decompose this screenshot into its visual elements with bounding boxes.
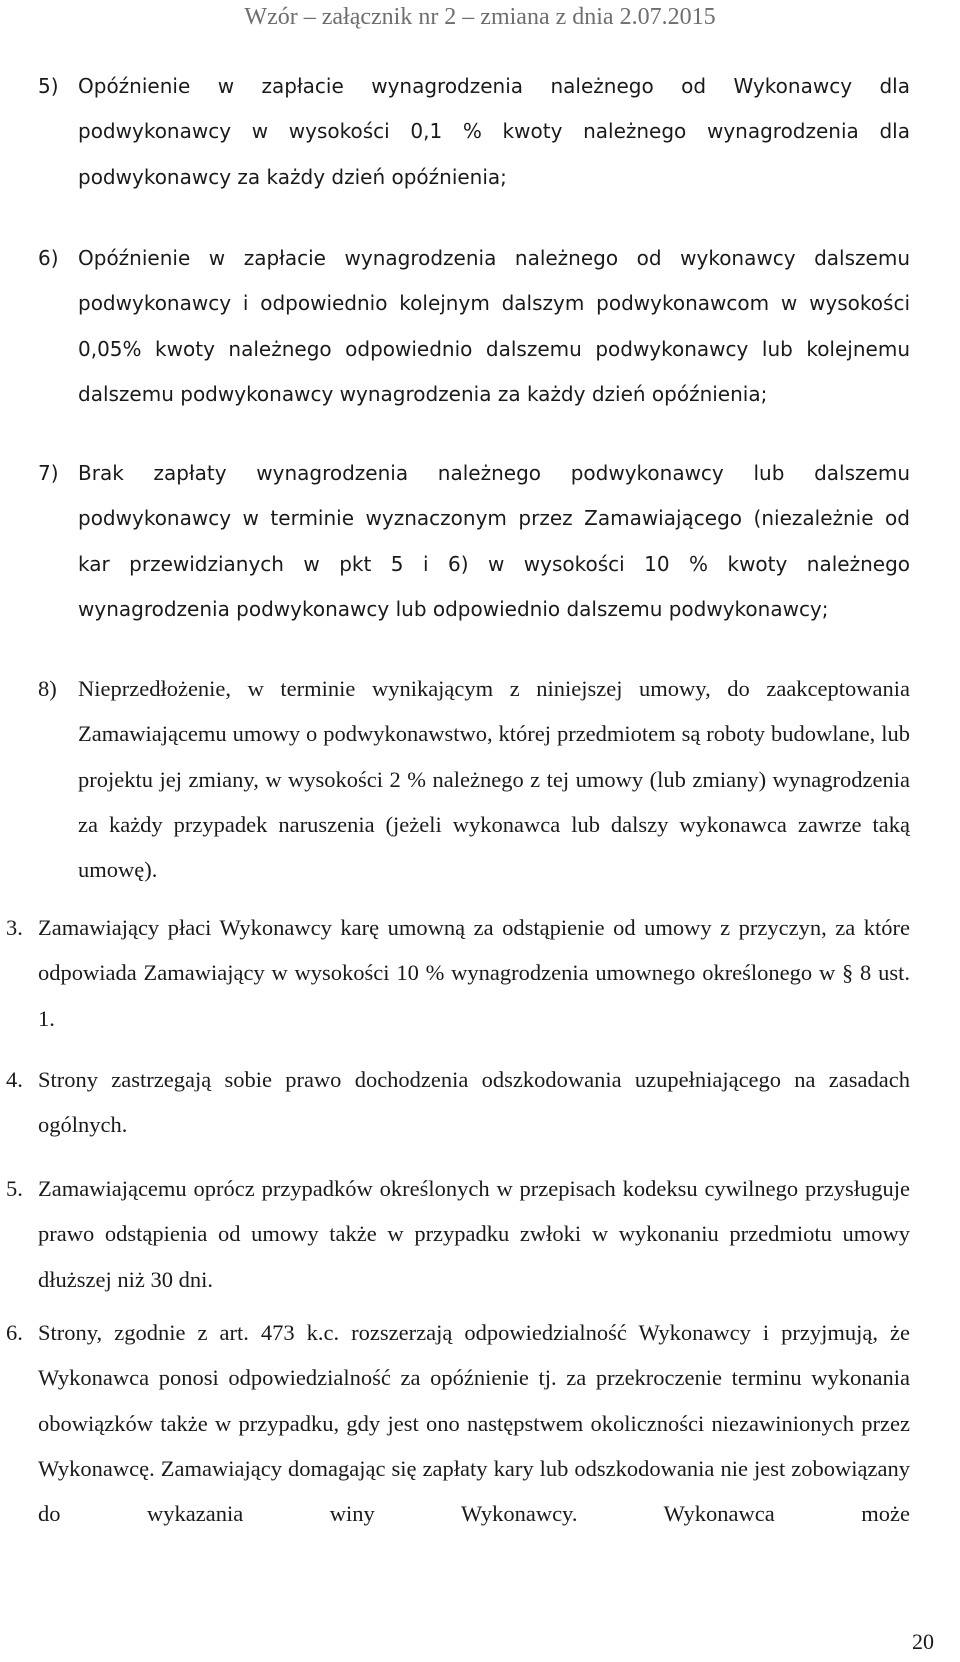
- document-header: Wzór – załącznik nr 2 – zmiana z dnia 2.07.2015: [244, 4, 716, 30]
- page-number: 20: [912, 1629, 934, 1654]
- list-item-text: Opóźnienie w zapłacie wynagrodzenia należnego od Wykonawcy dla podwykonawcy w wysokości 0,1 % kwoty należnego wynagrodzenia dla podwykonawcy za każdy dzień opóźnienia;: [78, 74, 910, 189]
- point-number: 3.: [6, 915, 23, 940]
- point-text: Strony, zgodnie z art. 473 k.c. rozszerzają odpowiedzialność Wykonawcy i przyjmują, że Wykonawca ponosi odpowiedzialność za opóźnienie tj. za przekroczenie terminu wykonania obowiązków także w przypadku, gdy jest ono następstwem okoliczności niezawinionych przez Wykonawcę. Zamawiający domagając się zapłaty kary lub odszkodowania nie jest zobowiązany do wykazania winy Wykonawcy. Wykonawca może: [38, 1320, 910, 1527]
- item-number: 8): [38, 676, 57, 701]
- point-text: Zamawiającemu oprócz przypadków określonych w przepisach kodeksu cywilnego przysługuje prawo odstąpienia od umowy także w przypadku zwłoki w wykonaniu przedmiotu umowy dłuższej niż 30 dni.: [38, 1176, 910, 1292]
- point-text: Zamawiający płaci Wykonawcy karę umowną za odstąpienie od umowy z przyczyn, za które odpowiada Zamawiający w wysokości 10 % wynagrodzenia umownego określonego w § 8 ust. 1.: [38, 915, 910, 1031]
- point-number: 4.: [6, 1067, 23, 1092]
- point-text: Strony zastrzegają sobie prawo dochodzenia odszkodowania uzupełniającego na zasadach ogólnych.: [38, 1067, 910, 1138]
- item-number: 6): [38, 246, 59, 270]
- item-number: 7): [38, 461, 59, 485]
- point-number: 6.: [6, 1320, 23, 1345]
- item-number: 5): [38, 74, 59, 98]
- list-item-text: Brak zapłaty wynagrodzenia należnego podwykonawcy lub dalszemu podwykonawcy w terminie wyznaczonym przez Zamawiającego (niezależnie od kar przewidzianych w pkt 5 i 6) w wysokości 10 % kwoty należnego wynagrodzenia podwykonawcy lub odpowiednio dalszemu podwykonawcy;: [78, 461, 910, 621]
- list-item-text: Opóźnienie w zapłacie wynagrodzenia należnego od wykonawcy dalszemu podwykonawcy i odpowiednio kolejnym dalszym podwykonawcom w wysokości 0,05% kwoty należnego odpowiednio dalszemu podwykonawcy lub kolejnemu dalszemu podwykonawcy wynagrodzenia za każdy dzień opóźnienia;: [78, 246, 910, 406]
- point-number: 5.: [6, 1176, 23, 1201]
- list-item-text: Nieprzedłożenie, w terminie wynikającym z niniejszej umowy, do zaakceptowania Zamawiającemu umowy o podwykonawstwo, której przedmiotem są roboty budowlane, lub projektu jej zmiany, w wysokości 2 % należnego z tej umowy (lub zmiany) wynagrodzenia za każdy przypadek naruszenia (jeżeli wykonawca lub dalszy wykonawca zawrze taką umowę).: [78, 676, 910, 883]
